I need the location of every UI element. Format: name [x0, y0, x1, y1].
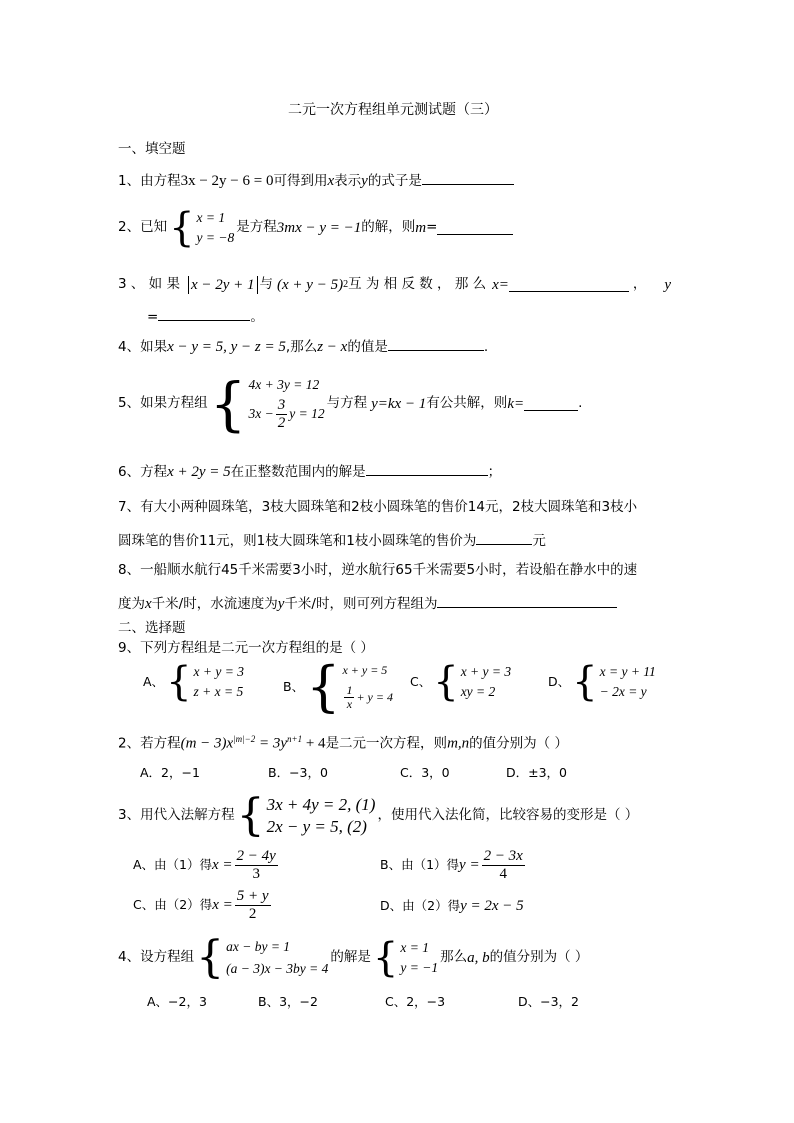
- question-8-line1: 8、一船顺水航行45千米需要3小时，逆水航行65千米需要5小时，若设船在静水中的速: [118, 562, 638, 578]
- q5-mid: 与方程: [326, 395, 368, 412]
- page-title: 二元一次方程组单元测试题（三）: [288, 102, 498, 118]
- q11-post: ，使用代入法化简，比较容易的变形是（ ）: [377, 807, 639, 824]
- brace-icon: {: [372, 935, 399, 981]
- question-3-line2: [147, 308, 264, 325]
- q5-end: .: [578, 395, 583, 412]
- q10-option-c[interactable]: C．3，0: [400, 765, 450, 780]
- q10-mn: m,n: [447, 735, 470, 752]
- q10-option-d[interactable]: D．±3，0: [506, 765, 568, 780]
- q9-a-label: A、: [143, 673, 165, 689]
- q10-pre: 2、若方程: [118, 735, 181, 752]
- q8-l2b: 千米/时，水流速度为: [151, 596, 278, 612]
- q12-post: 那么: [440, 949, 468, 966]
- q9-d-l2: − 2x = y: [599, 683, 647, 699]
- q11-option-b[interactable]: [380, 848, 527, 882]
- question-10: [118, 735, 568, 752]
- q3-post: 互 为 相 反 数 ， 那 么: [348, 276, 487, 293]
- q10-tail: + 4: [302, 735, 326, 752]
- q10-mid: = 3y: [255, 735, 288, 752]
- q3-y-blank[interactable]: [158, 308, 250, 321]
- q9-option-a[interactable]: [143, 659, 246, 705]
- q5-answer-blank[interactable]: [524, 398, 578, 411]
- q1-mid: 可得到用: [273, 173, 328, 189]
- q11-b-var: y =: [459, 856, 480, 873]
- question-6: [118, 463, 501, 480]
- q5-frac-num: 3: [277, 397, 286, 414]
- q2-line2: y = −8: [196, 229, 235, 245]
- q4-answer-blank[interactable]: [388, 338, 484, 351]
- q3-x-blank[interactable]: [509, 279, 629, 292]
- q11-d-eq: y = 2x − 5: [460, 898, 524, 914]
- q9-b-label: B、: [283, 678, 305, 694]
- q3-exp: 2: [343, 279, 349, 290]
- q11-l2: 2x − y = 5, (2): [266, 817, 367, 837]
- q11-l1: 3x + 4y = 2, (1): [266, 795, 376, 815]
- q10-exp1: |m|−2: [233, 734, 256, 744]
- q2-pre: 2、已知: [118, 219, 168, 236]
- q8-y: y: [277, 596, 285, 612]
- q12-s2: y = −1: [400, 959, 439, 975]
- q1-y: y: [361, 173, 368, 189]
- brace-icon: {: [572, 659, 598, 705]
- q8-l2a: 度为: [118, 596, 145, 612]
- q2-system: [169, 205, 235, 251]
- q11-c-label: C、由（2）得: [133, 896, 213, 912]
- q3-comma: ，: [632, 276, 647, 293]
- brace-icon: {: [306, 655, 341, 718]
- q2-line1: x = 1: [196, 209, 226, 225]
- q3-abs: x − 2y + 1: [190, 276, 255, 293]
- section-choice: 二、选择题: [118, 620, 186, 636]
- brace-icon: {: [196, 932, 225, 983]
- q1-x: x: [327, 173, 335, 189]
- q5-line1: 4x + 3y = 12: [248, 376, 320, 392]
- q3-pre: 3 、 如 果: [118, 276, 180, 293]
- question-7-line1: 7、有大小两种圆珠笔，3枝大圆珠笔和2枝小圆珠笔的售价14元，2枝大圆珠笔和3枝小: [118, 499, 638, 515]
- q10-option-b[interactable]: B．−3，0: [268, 765, 328, 780]
- q2-answer-blank[interactable]: [437, 222, 513, 235]
- question-5: [118, 370, 583, 438]
- q5-line2a: 3x −: [248, 405, 274, 421]
- q9-b-l2: + y = 4: [356, 689, 393, 704]
- q5-mid2: 有公共解，则: [426, 395, 508, 412]
- question-1: [118, 172, 514, 189]
- q5-k: k=: [507, 395, 525, 412]
- q9-b-num: 1: [346, 682, 353, 697]
- question-2: [118, 205, 513, 251]
- q12-option-c[interactable]: C、2，−3: [385, 994, 446, 1009]
- q9-d-l1: x = y + 11: [599, 663, 656, 679]
- q10-exp2: n+1: [287, 734, 303, 744]
- q7-end: 元: [532, 533, 546, 549]
- q8-answer-blank[interactable]: [437, 595, 617, 608]
- brace-icon: {: [166, 659, 192, 705]
- q10-base: (m − 3)x: [180, 735, 234, 752]
- q12-post2: 的值分别为（ ）: [489, 949, 589, 966]
- q7-answer-blank[interactable]: [476, 532, 532, 545]
- q12-option-b[interactable]: B、3，−2: [258, 994, 318, 1009]
- question-8-line2: [118, 595, 617, 612]
- q11-b-label: B、由（1）得: [380, 856, 460, 872]
- q1-post: 的式子是: [367, 173, 422, 189]
- brace-icon: {: [433, 659, 459, 705]
- q4-eq2: z − x: [317, 339, 348, 355]
- q12-option-d[interactable]: D、−3，2: [518, 994, 580, 1009]
- q9-a-l1: x + y = 3: [193, 663, 244, 679]
- q6-end: ；: [487, 464, 502, 480]
- q11-a-den: 3: [252, 865, 260, 882]
- q4-eq: x − y = 5, y − z = 5: [167, 339, 286, 355]
- brace-icon: {: [209, 370, 247, 438]
- q4-pre: 4、如果: [118, 339, 168, 355]
- question-12: [118, 932, 589, 983]
- q2-m: m: [415, 219, 427, 236]
- q4-post: 的值是: [347, 339, 388, 355]
- q2-eq: 3mx − y = −1: [276, 219, 362, 236]
- q2-mid: 是方程: [236, 219, 277, 236]
- q11-option-a[interactable]: [133, 848, 280, 882]
- question-7-line2: [118, 532, 546, 549]
- question-9: 9、下列方程组是二元一次方程组的是（ ）: [118, 640, 374, 656]
- q9-option-d[interactable]: [548, 659, 658, 705]
- brace-icon: {: [236, 790, 265, 841]
- q9-c-l1: x + y = 3: [460, 663, 512, 679]
- q3-eq2: =: [147, 309, 159, 325]
- q12-option-a[interactable]: A、−2，3: [147, 994, 207, 1009]
- q12-s1: x = 1: [400, 939, 429, 955]
- question-4: [118, 338, 488, 355]
- question-3: [118, 276, 671, 294]
- q3-mid: 与: [259, 276, 274, 293]
- q12-mid: 的解是: [330, 949, 371, 966]
- q11-d-label: D、由（2）得: [380, 898, 461, 914]
- q1-answer-blank[interactable]: [422, 172, 514, 185]
- q11-c-var: x =: [212, 896, 233, 913]
- q11-a-var: x =: [212, 856, 233, 873]
- q1-pre: 1、由方程: [118, 173, 181, 189]
- q9-option-b[interactable]: [283, 655, 395, 718]
- q6-pre: 6、方程: [118, 464, 168, 480]
- q9-d-label: D、: [548, 673, 571, 689]
- q9-c-label: C、: [410, 673, 432, 689]
- q12-ab: a, b: [467, 949, 490, 966]
- q2-post: 的解，则: [361, 219, 416, 236]
- q9-c-l2: xy = 2: [460, 683, 496, 699]
- q10-post2: 的值分别为（ ）: [469, 735, 568, 752]
- q12-l1: ax − by = 1: [226, 938, 291, 954]
- q12-pre: 4、设方程组: [118, 949, 195, 966]
- q5-eq: y=kx − 1: [371, 395, 427, 412]
- q9-option-c[interactable]: [410, 659, 513, 705]
- q5-frac-den: 2: [277, 414, 286, 431]
- q11-option-d[interactable]: [380, 899, 524, 914]
- q11-c-num: 5 + y: [236, 888, 269, 904]
- q5-pre: 5、如果方程组: [118, 395, 208, 412]
- section-fill-blank: 一、填空题: [118, 141, 186, 157]
- q3-square: (x + y − 5): [277, 276, 344, 293]
- q5-system: [209, 370, 325, 438]
- q11-pre: 3、用代入法解方程: [118, 807, 235, 824]
- q9-b-l1: x + y = 5: [342, 662, 388, 677]
- brace-icon: {: [169, 205, 195, 251]
- q6-eq: x + 2y = 5: [167, 464, 231, 480]
- q9-a-l2: z + x = 5: [193, 683, 244, 699]
- q5-line2b: y = 12: [289, 405, 325, 421]
- q2-eqsign: =: [426, 219, 438, 236]
- q11-a-label: A、由（1）得: [133, 856, 213, 872]
- q4-mid: ,那么: [285, 339, 318, 355]
- q10-post: 是二元一次方程，则: [325, 735, 448, 752]
- q6-post: 在正整数范围内的解是: [230, 464, 366, 480]
- q6-answer-blank[interactable]: [366, 463, 488, 476]
- question-11: [118, 790, 639, 841]
- q12-l2: (a − 3)x − 3by = 4: [226, 960, 329, 976]
- q4-end: .: [483, 339, 489, 355]
- q11-b-den: 4: [499, 865, 507, 882]
- q7-text: 圆珠笔的售价11元，则1枝大圆珠笔和1枝小圆珠笔的售价为: [118, 533, 477, 549]
- q11-c-den: 2: [248, 905, 257, 922]
- q11-b-num: 2 − 3x: [483, 848, 523, 864]
- q1-eq: 3x − 2y − 6 = 0: [180, 173, 274, 189]
- q1-mid2: 表示: [334, 173, 362, 189]
- q3-end: 。: [250, 309, 264, 325]
- q8-l2c: 千米/时，则可列方程组为: [284, 596, 438, 612]
- q3-y: y: [664, 276, 672, 293]
- q10-option-a[interactable]: A．2，−1: [140, 765, 200, 780]
- q8-x: x: [145, 596, 152, 612]
- q11-option-c[interactable]: [133, 888, 273, 922]
- q9-b-den: x: [346, 696, 353, 711]
- q11-a-num: 2 − 4y: [236, 848, 276, 864]
- q3-x: x=: [492, 276, 509, 293]
